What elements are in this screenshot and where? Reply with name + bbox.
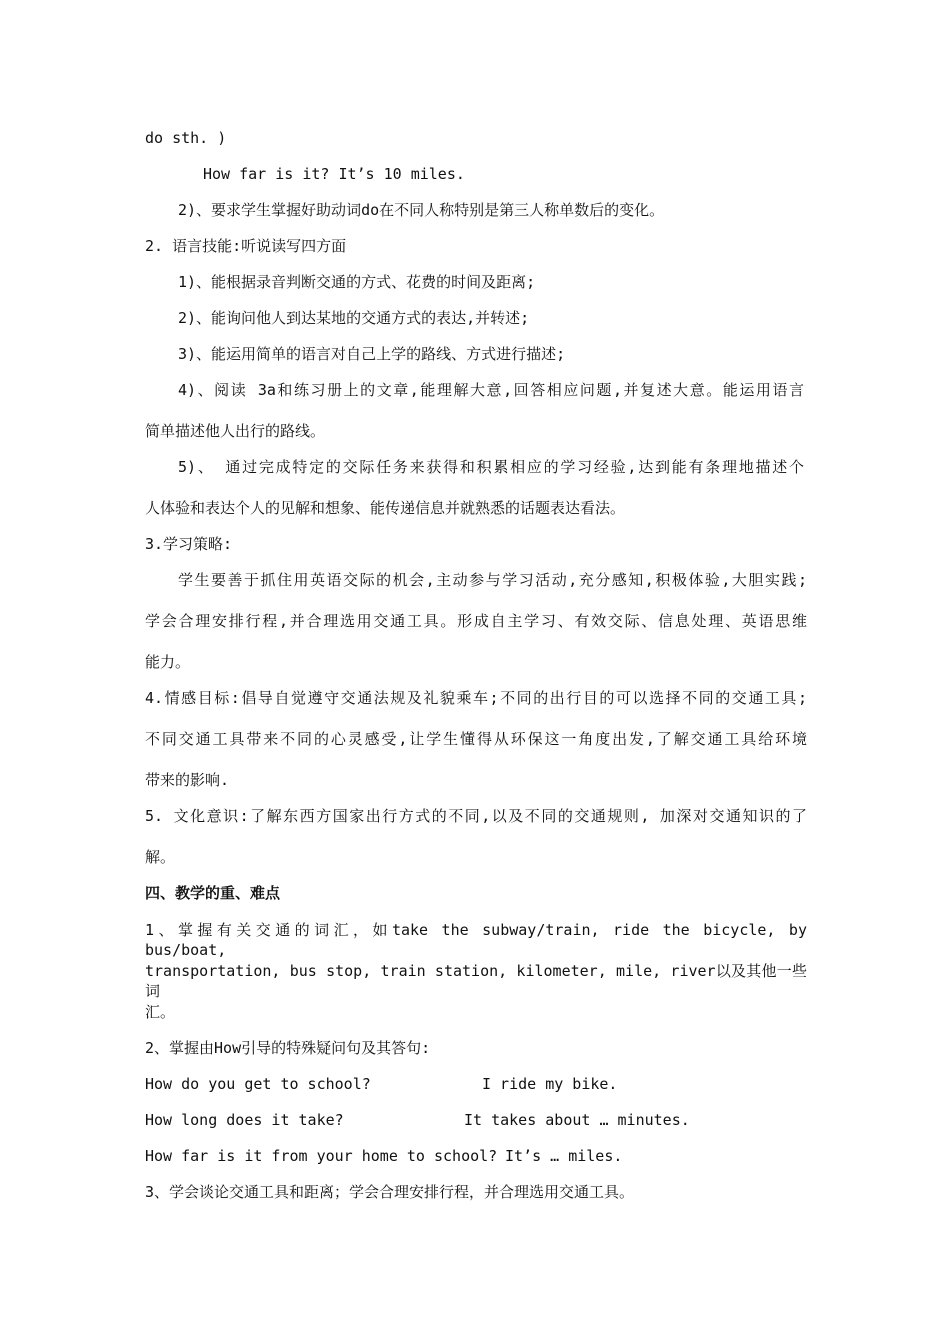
text-line: 不同交通工具带来不同的心灵感受,让学生懂得从环保这一角度出发,了解交通工具给环境: [145, 730, 807, 748]
text-line: 3)、能运用简单的语言对自己上学的路线、方式进行描述;: [178, 345, 566, 363]
question-line: How long does it take?: [145, 1111, 344, 1129]
question-line: How far is it from your home to school?: [145, 1147, 498, 1165]
text-line: 2)、能询问他人到达某地的交通方式的表达,并转述;: [178, 309, 530, 327]
text-line: 1、掌握有关交通的词汇，如take the subway/train, ride the bicycle, by bus/boat,: [145, 921, 807, 959]
text-line: 5)、 通过完成特定的交际任务来获得和积累相应的学习经验,达到能有条理地描述个: [178, 458, 804, 476]
text-line: 人体验和表达个人的见解和想象、能传递信息并就熟悉的话题表达看法。: [145, 499, 626, 517]
text-line: 1)、能根据录音判断交通的方式、花费的时间及距离;: [178, 273, 536, 291]
text-line: transportation, bus stop, train station, kilometer, mile, river以及其他一些词: [145, 962, 807, 1000]
text-line: 能力。: [145, 653, 191, 671]
section-heading: 4.情感目标:倡导自觉遵守交通法规及礼貌乘车;不同的出行目的可以选择不同的交通工具;: [145, 689, 807, 707]
text-line: 解。: [145, 848, 176, 866]
answer-line: It’s … miles.: [505, 1147, 623, 1165]
text-line: 学会合理安排行程,并合理选用交通工具。形成自主学习、有效交际、信息处理、英语思维: [145, 612, 807, 630]
question-line: How do you get to school?: [145, 1075, 371, 1093]
section-heading: 2. 语言技能:听说读写四方面: [145, 237, 347, 255]
text-line: 汇。: [145, 1003, 176, 1021]
section-heading: 5. 文化意识:了解东西方国家出行方式的不同,以及不同的交通规则, 加深对交通知识的了: [145, 807, 807, 825]
text-line: 4)、阅读 3a和练习册上的文章,能理解大意,回答相应问题,并复述大意。能运用语言: [178, 381, 804, 399]
text-line: 简单描述他人出行的路线。: [145, 422, 326, 440]
text-line: 带来的影响.: [145, 771, 230, 789]
answer-line: It takes about … minutes.: [464, 1111, 690, 1129]
answer-line: I ride my bike.: [482, 1075, 618, 1093]
text-line: How far is it? It’s 10 miles.: [203, 165, 465, 183]
section-title: 四、教学的重、难点: [145, 884, 281, 902]
text-line: 3、学会谈论交通工具和距离；学会合理安排行程，并合理选用交通工具。: [145, 1183, 635, 1201]
section-heading: 3.学习策略:: [145, 535, 233, 553]
text-line: 2、掌握由How引导的特殊疑问句及其答句:: [145, 1039, 431, 1057]
text-line: do sth. ): [145, 129, 227, 147]
text-line: 2)、要求学生掌握好助动词do在不同人称特别是第三人称单数后的变化。: [178, 201, 665, 219]
text-line: 学生要善于抓住用英语交际的机会,主动参与学习活动,充分感知,积极体验,大胆实践;: [178, 571, 807, 589]
